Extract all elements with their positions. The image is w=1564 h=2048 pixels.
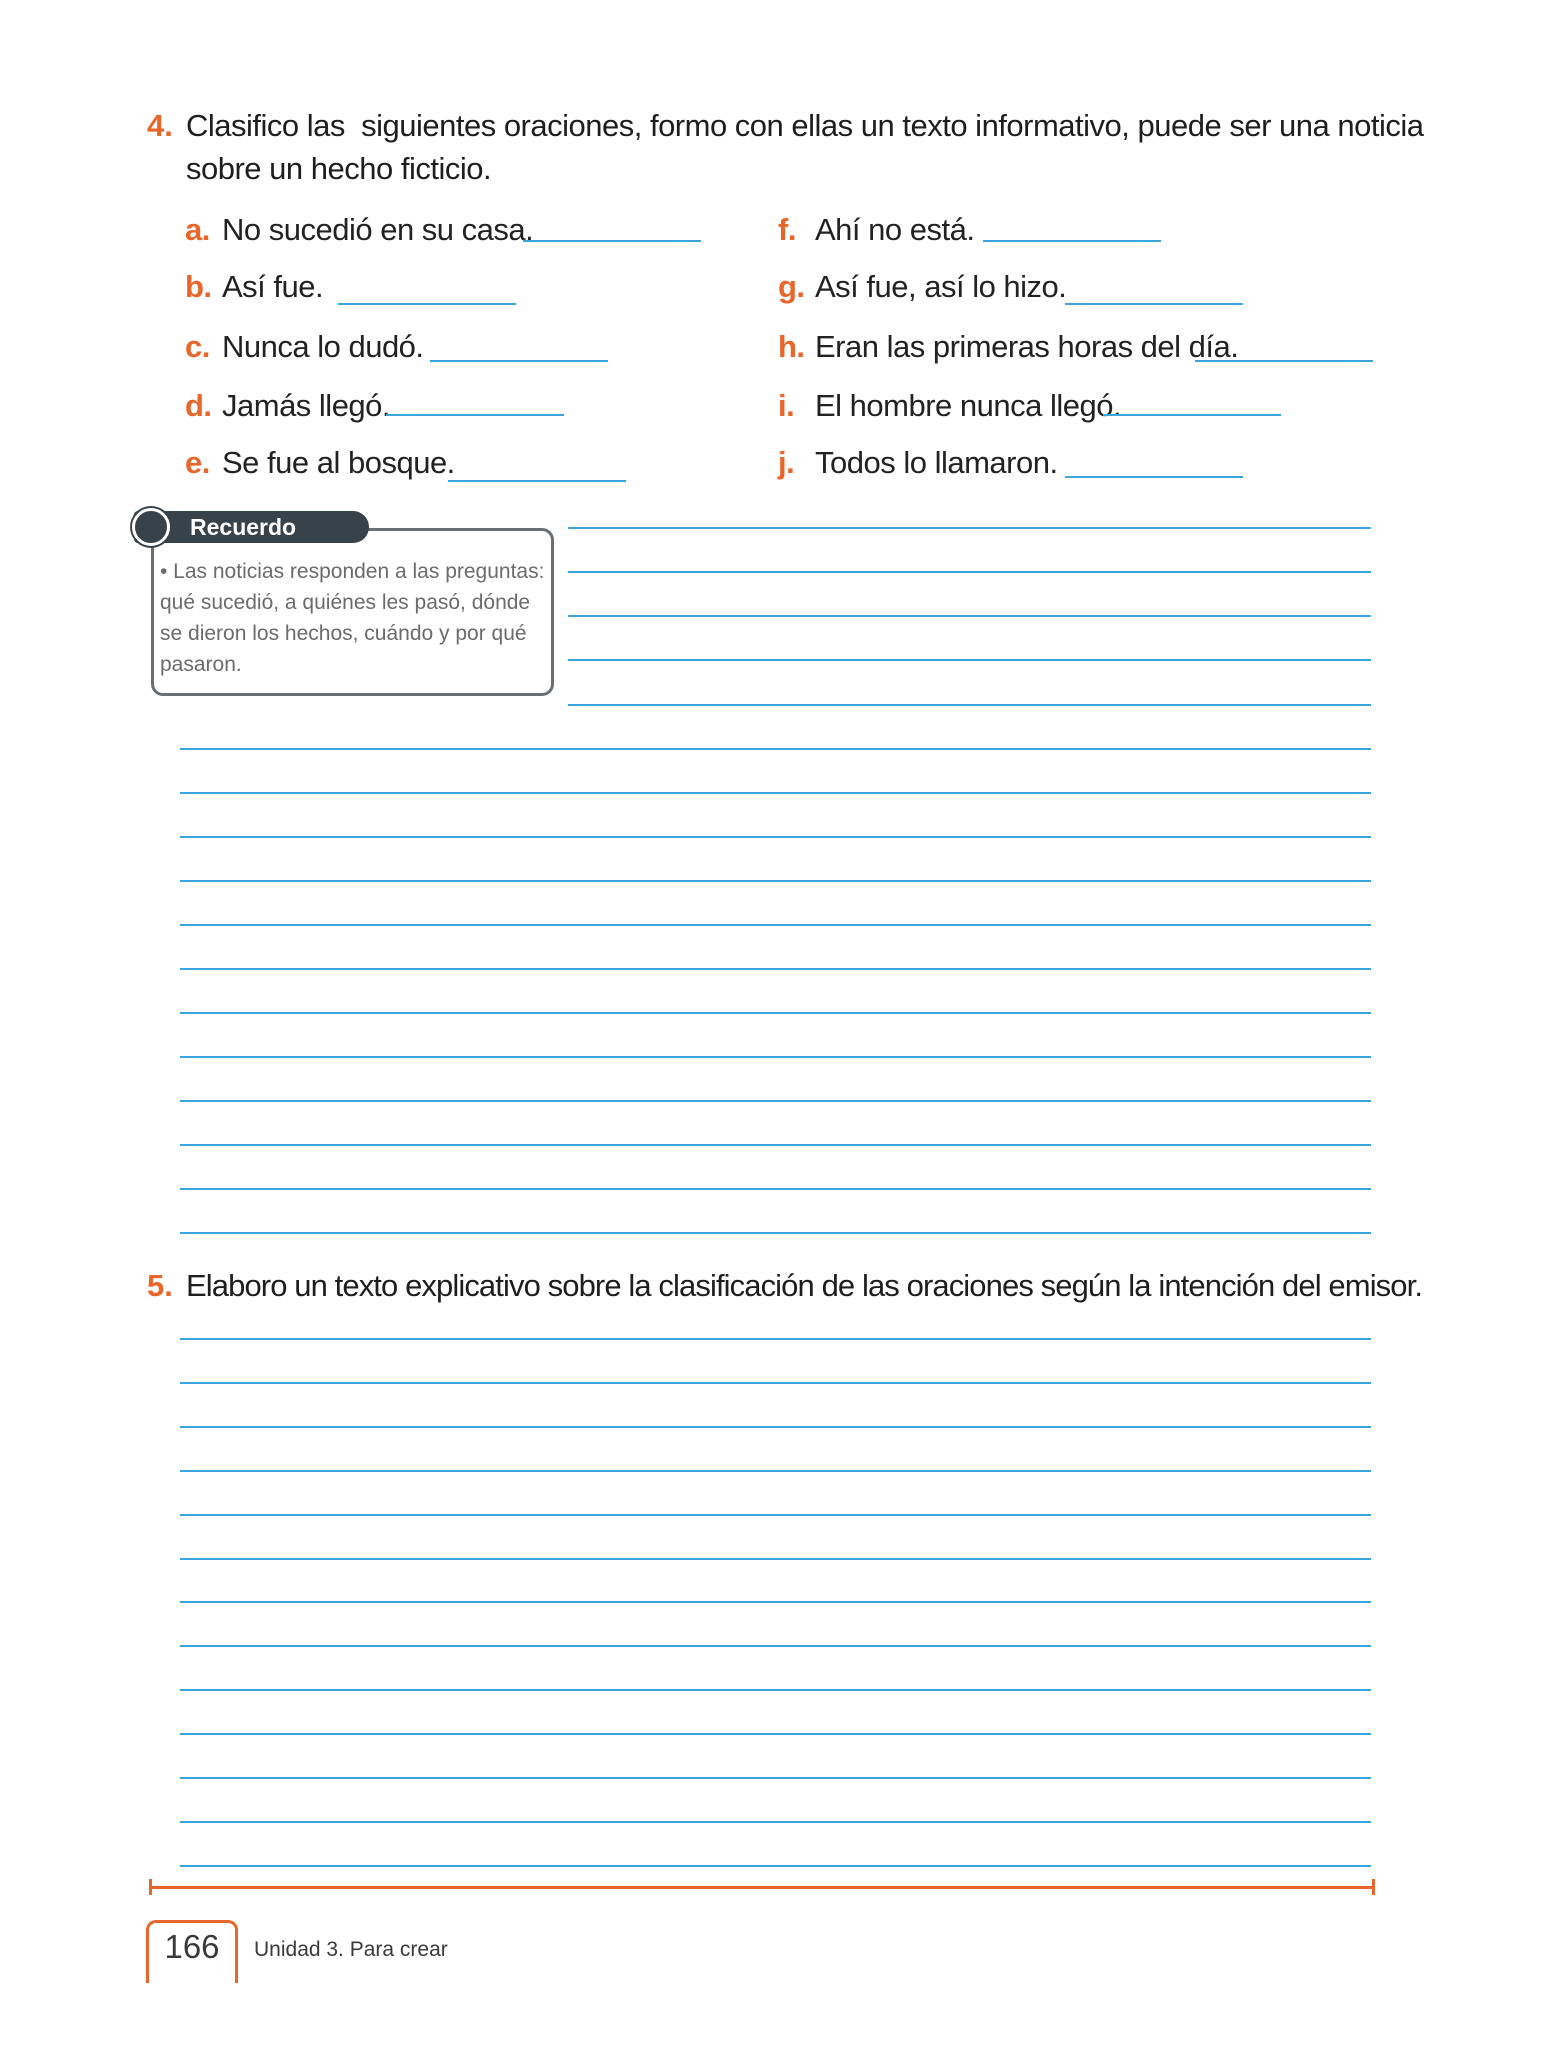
writing-line[interactable] — [180, 1232, 1371, 1234]
answer-blank[interactable] — [386, 414, 564, 416]
item-letter: a. — [185, 212, 210, 247]
writing-line[interactable] — [180, 1470, 1371, 1472]
question-4-text-line1: Clasifico las siguientes oraciones, formo con ellas un texto informativo, puede ser una noticia — [186, 108, 1424, 143]
writing-line[interactable] — [180, 748, 1371, 750]
writing-line[interactable] — [180, 880, 1371, 882]
writing-line[interactable] — [180, 1056, 1371, 1058]
page-number: 166 — [164, 1928, 220, 1965]
item-text: Jamás llegó. — [222, 388, 391, 423]
item-text: Así fue. — [222, 269, 324, 304]
footer-divider-tick — [149, 1879, 152, 1895]
writing-line[interactable] — [180, 1601, 1371, 1603]
item-letter: e. — [185, 445, 210, 480]
writing-line[interactable] — [568, 615, 1371, 617]
writing-line[interactable] — [180, 1144, 1371, 1146]
item-letter: j. — [778, 445, 795, 480]
question-5-number: 5. — [147, 1268, 173, 1303]
item-text: Nunca lo dudó. — [222, 329, 424, 364]
writing-line[interactable] — [180, 1100, 1371, 1102]
item-letter: b. — [185, 269, 212, 304]
item-letter: d. — [185, 388, 212, 423]
item-text: El hombre nunca llegó. — [815, 388, 1122, 423]
writing-line[interactable] — [180, 1645, 1371, 1647]
item-text: Así fue, así lo hizo. — [815, 269, 1067, 304]
answer-blank[interactable] — [448, 480, 626, 482]
footer-divider — [150, 1886, 1374, 1889]
writing-line[interactable] — [568, 571, 1371, 573]
answer-blank[interactable] — [1103, 414, 1281, 416]
writing-line[interactable] — [180, 1777, 1371, 1779]
writing-line[interactable] — [180, 1865, 1371, 1867]
writing-line[interactable] — [180, 1012, 1371, 1014]
writing-line[interactable] — [180, 1514, 1371, 1516]
item-text: Eran las primeras horas del día. — [815, 329, 1239, 364]
unit-label: Unidad 3. Para crear — [254, 1938, 448, 1961]
recuerdo-title: Recuerdo — [190, 514, 297, 540]
writing-line[interactable] — [180, 1382, 1371, 1384]
recuerdo-text: • Las noticias responden a las preguntas: qué sucedió, a quiénes les pasó, dónde se dieron los hechos, cuándo y por qué pasaron. — [160, 560, 545, 676]
writing-line[interactable] — [180, 1426, 1371, 1428]
item-text: Todos lo llamaron. — [815, 445, 1058, 480]
answer-blank[interactable] — [338, 303, 516, 305]
writing-line[interactable] — [180, 924, 1371, 926]
item-text: Se fue al bosque. — [222, 445, 455, 480]
question-4-number: 4. — [147, 108, 173, 143]
recuerdo-circle-icon — [132, 508, 170, 546]
writing-line[interactable] — [180, 1188, 1371, 1190]
writing-line[interactable] — [180, 1558, 1371, 1560]
question-4-text-line2: sobre un hecho ficticio. — [186, 151, 492, 186]
writing-line[interactable] — [568, 659, 1371, 661]
item-text: No sucedió en su casa. — [222, 212, 534, 247]
item-letter: i. — [778, 388, 795, 423]
answer-blank[interactable] — [430, 360, 608, 362]
answer-blank[interactable] — [983, 240, 1161, 242]
answer-blank[interactable] — [523, 240, 701, 242]
answer-blank[interactable] — [1065, 476, 1243, 478]
writing-line[interactable] — [180, 1689, 1371, 1691]
writing-line[interactable] — [180, 968, 1371, 970]
item-letter: h. — [778, 329, 805, 364]
writing-line[interactable] — [180, 836, 1371, 838]
footer-divider-tick — [1372, 1879, 1375, 1895]
item-text: Ahí no está. — [815, 212, 975, 247]
writing-line[interactable] — [180, 1821, 1371, 1823]
writing-line[interactable] — [180, 792, 1371, 794]
item-letter: g. — [778, 269, 805, 304]
writing-line[interactable] — [568, 527, 1371, 529]
item-letter: f. — [778, 212, 796, 247]
answer-blank[interactable] — [1065, 303, 1243, 305]
item-letter: c. — [185, 329, 210, 364]
question-5-text: Elaboro un texto explicativo sobre la clasificación de las oraciones según la intención del emisor. — [186, 1268, 1423, 1303]
writing-line[interactable] — [568, 704, 1371, 706]
writing-line[interactable] — [180, 1733, 1371, 1735]
answer-blank[interactable] — [1195, 360, 1373, 362]
writing-line[interactable] — [180, 1338, 1371, 1340]
